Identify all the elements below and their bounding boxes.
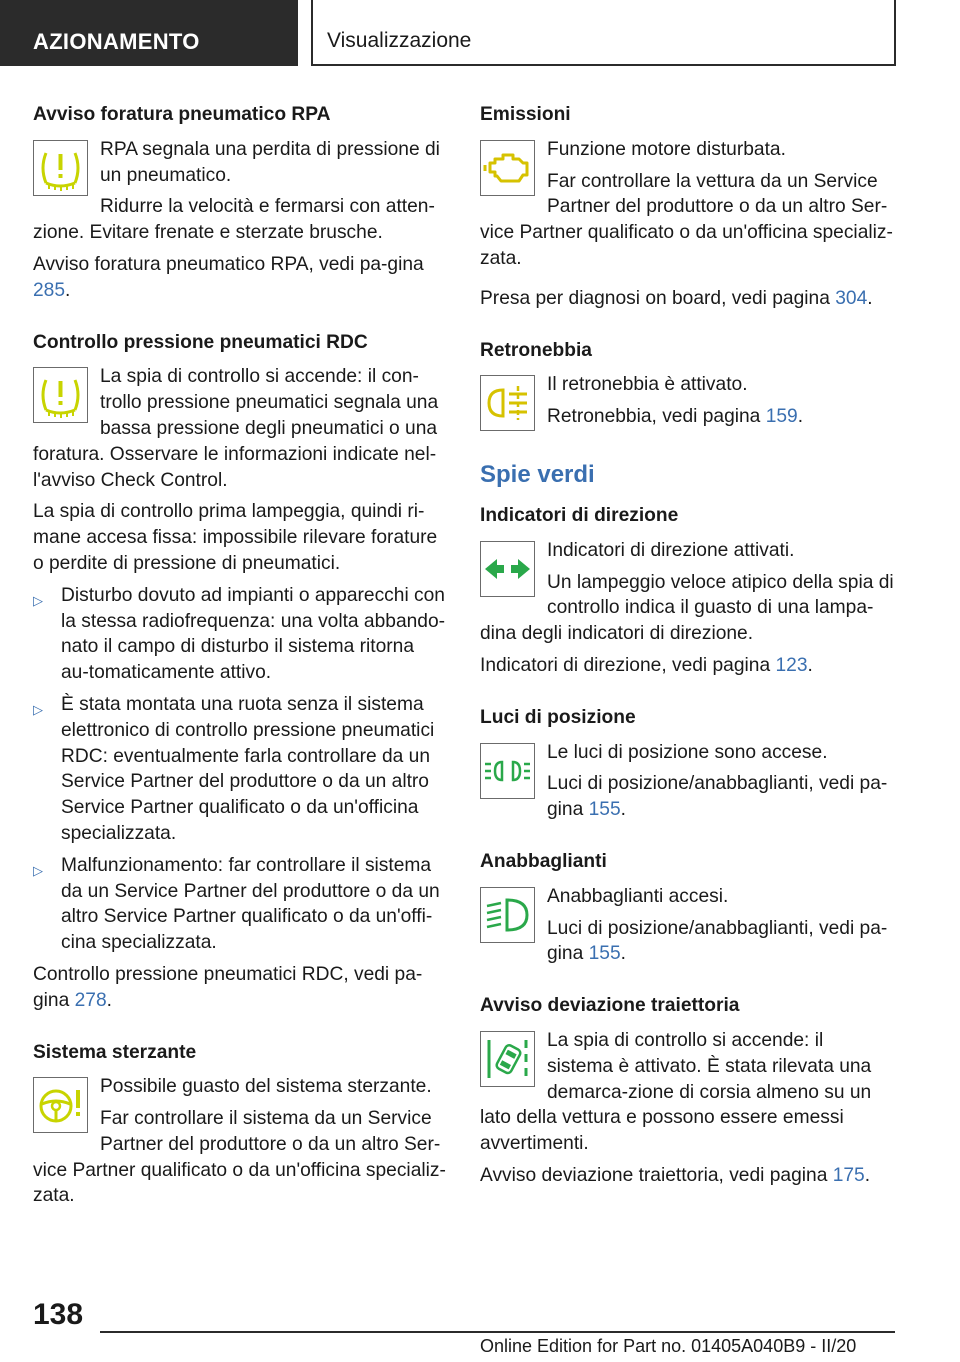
rdc-reference: Controllo pressione pneumatici RDC, vedi pa-gina 278.	[33, 963, 423, 1011]
fog-title: Retronebbia	[480, 339, 592, 361]
fog-page-link[interactable]: 159	[765, 406, 798, 428]
rpa-text-2: Ridurre la velocità e fermarsi con atten-zione. Evitare frenate e sterzate brusche.	[33, 196, 435, 244]
left-column	[33, 102, 447, 1215]
rpa-text-1: RPA segnala una perdita di pressione di un pneumatico.	[100, 138, 440, 186]
tire-pressure-icon	[33, 367, 88, 423]
lane-text-1: La spia di controllo si accende: il sistema è attivato. È stata rilevata una demarca-zione di corsia almeno su un lato della vettura e possono essere emessi avvertimenti.	[480, 1029, 872, 1155]
rdc-title: Controllo pressione pneumatici RDC	[33, 331, 368, 353]
lowbeam-page-link[interactable]: 155	[588, 943, 621, 965]
engine-icon	[480, 140, 535, 196]
steering-text-1: Possibile guasto del sistema sterzante.	[100, 1076, 432, 1098]
low-beam-icon	[480, 887, 535, 943]
turn-text-2: Un lampeggio veloce atipico della spia di controllo indica il guasto di una lampa-dina degli indicatori di direzione.	[480, 571, 894, 645]
list-item: ▷ Malfunzionamento: far controllare il sistema da un Service Partner del produttore o da un altro Service Partner qualificato o da un'offi-cina specializzata.	[33, 853, 447, 956]
triangle-bullet-icon: ▷	[33, 592, 43, 608]
tire-pressure-warning-icon	[33, 140, 88, 196]
lowbeam-text-1: Anabbaglianti accesi.	[547, 885, 729, 907]
rpa-reference: Avviso foratura pneumatico RPA, vedi pa-gina 285.	[33, 253, 424, 301]
position-lights-icon	[480, 743, 535, 799]
footer-divider	[100, 1331, 895, 1333]
emissions-reference: Presa per diagnosi on board, vedi pagina 304.	[480, 287, 873, 309]
position-reference: Luci di posizione/anabbaglianti, vedi pa-gina 155.	[547, 773, 888, 821]
page-number: 138	[33, 1298, 84, 1331]
turn-reference: Indicatori di direzione, vedi pagina 123.	[480, 654, 813, 676]
lane-departure-icon	[480, 1031, 535, 1087]
emissions-title: Emissioni	[480, 104, 571, 125]
footer-edition: Online Edition for Part no. 01405A040B9 - II/20	[480, 1336, 857, 1356]
lowbeam-reference: Luci di posizione/anabbaglianti, vedi pa-gina 155.	[547, 917, 888, 965]
turn-text-1: Indicatori di direzione attivati.	[547, 539, 795, 561]
turn-page-link[interactable]: 123	[775, 654, 808, 676]
lane-title: Avviso deviazione traiettoria	[480, 995, 740, 1017]
header-subsection: Visualizzazione	[311, 0, 896, 66]
turn-signal-icon	[480, 541, 535, 597]
rpa-title: Avviso foratura pneumatico RPA	[33, 104, 331, 125]
rear-fog-light-icon	[480, 375, 535, 431]
lane-reference: Avviso deviazione traiettoria, vedi pagina 175.	[480, 1164, 871, 1186]
list-item: ▷ È stata montata una ruota senza il sistema elettronico di controllo pressione pneumatici RDC: eventualmente farla controllare da un Service Partner del produttore o da un altro Service Partner qualificato o da un'officina specializzata.	[33, 692, 447, 847]
rdc-text-2: La spia di controllo prima lampeggia, quindi ri-mane accesa fissa: impossibile rilevare forature o perdite di pressione di pneumatici.	[33, 501, 438, 574]
position-page-link[interactable]: 155	[588, 799, 621, 821]
steering-text-2: Far controllare il sistema da un Service Partner del produttore o da un altro Ser-vice Partner qualificato o da un'officina specializ-zata.	[33, 1108, 446, 1207]
rpa-page-link[interactable]: 285	[33, 279, 66, 301]
emissions-page-link[interactable]: 304	[835, 287, 868, 309]
right-column	[480, 102, 894, 1195]
turn-title: Indicatori di direzione	[480, 504, 679, 526]
header-section: AZIONAMENTO	[0, 0, 298, 66]
fog-text-1: Il retronebbia è attivato.	[547, 374, 748, 396]
emissions-text-2: Far controllare la vettura da un Service Partner del produttore o da un altro Ser-vice Partner qualificato o da un'officina specializ-zata.	[480, 170, 893, 269]
steering-title: Sistema sterzante	[33, 1041, 197, 1063]
rdc-text-1: La spia di controllo si accende: il con-trollo pressione pneumatici segnala una bassa pressione degli pneumatici o una foratura. Osservare le informazioni indicate nel-l'avviso Check Control.	[33, 366, 439, 491]
steering-wheel-warning-icon	[33, 1077, 88, 1133]
lane-page-link[interactable]: 175	[832, 1164, 865, 1186]
list-item: ▷ Disturbo dovuto ad impianti o apparecchi con la stessa radiofrequenza: una volta abbando-nato il campo di disturbo il sistema ritorna au-tomaticamente attivo.	[33, 583, 447, 686]
green-lights-heading: Spie verdi	[480, 460, 595, 488]
position-text-1: Le luci di posizione sono accese.	[547, 741, 828, 763]
emissions-text-1: Funzione motore disturbata.	[547, 138, 786, 160]
triangle-bullet-icon: ▷	[33, 862, 43, 878]
fog-reference: Retronebbia, vedi pagina 159.	[547, 406, 804, 428]
lowbeam-title: Anabbaglianti	[480, 850, 607, 872]
rdc-page-link[interactable]: 278	[74, 989, 107, 1011]
position-title: Luci di posizione	[480, 706, 636, 728]
triangle-bullet-icon: ▷	[33, 701, 43, 717]
